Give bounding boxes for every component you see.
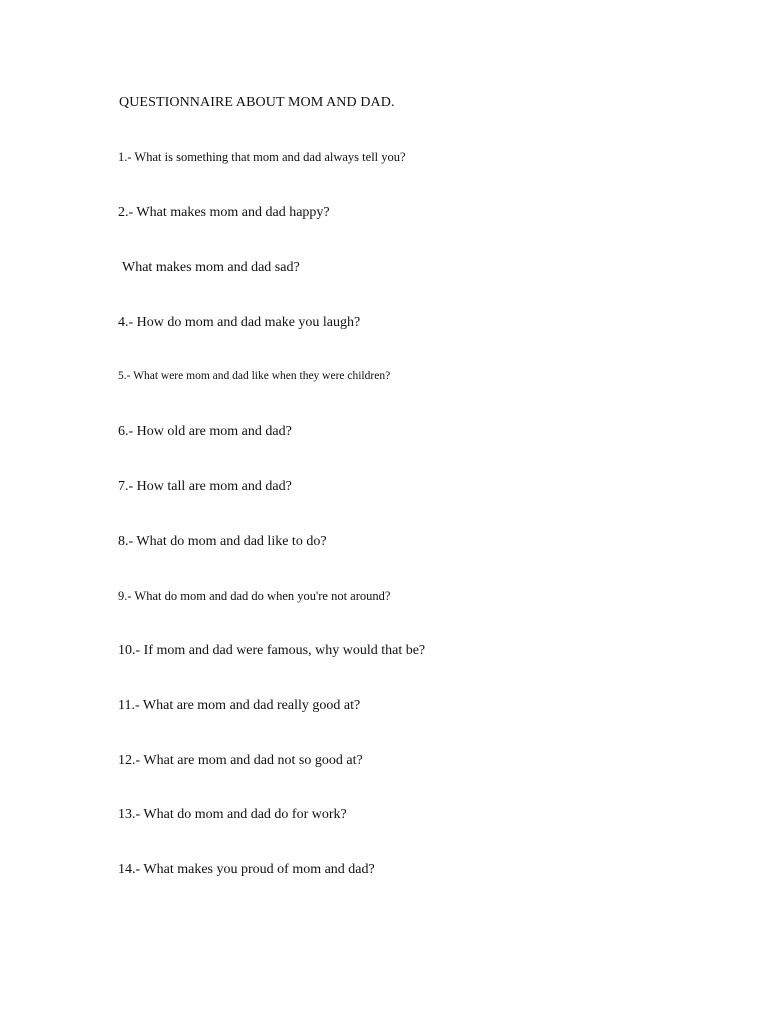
question-11: 11.- What are mom and dad really good at?: [118, 698, 361, 713]
question-3: What makes mom and dad sad?: [122, 260, 300, 275]
question-1: 1.- What is something that mom and dad always tell you?: [118, 150, 406, 164]
document-title: QUESTIONNAIRE ABOUT MOM AND DAD.: [119, 95, 395, 110]
question-4: 4.- How do mom and dad make you laugh?: [118, 315, 361, 330]
question-7: 7.- How tall are mom and dad?: [118, 479, 292, 494]
question-9: 9.- What do mom and dad do when you're not around?: [118, 589, 391, 603]
question-8: 8.- What do mom and dad like to do?: [118, 534, 327, 549]
question-2: 2.- What makes mom and dad happy?: [118, 205, 330, 220]
question-12: 12.- What are mom and dad not so good at?: [118, 753, 363, 768]
question-10: 10.- If mom and dad were famous, why would that be?: [118, 643, 426, 658]
question-13: 13.- What do mom and dad do for work?: [118, 807, 347, 822]
question-14: 14.- What makes you proud of mom and dad?: [118, 862, 375, 877]
question-6: 6.- How old are mom and dad?: [118, 424, 292, 439]
question-5: 5.- What were mom and dad like when they were children?: [118, 370, 391, 382]
